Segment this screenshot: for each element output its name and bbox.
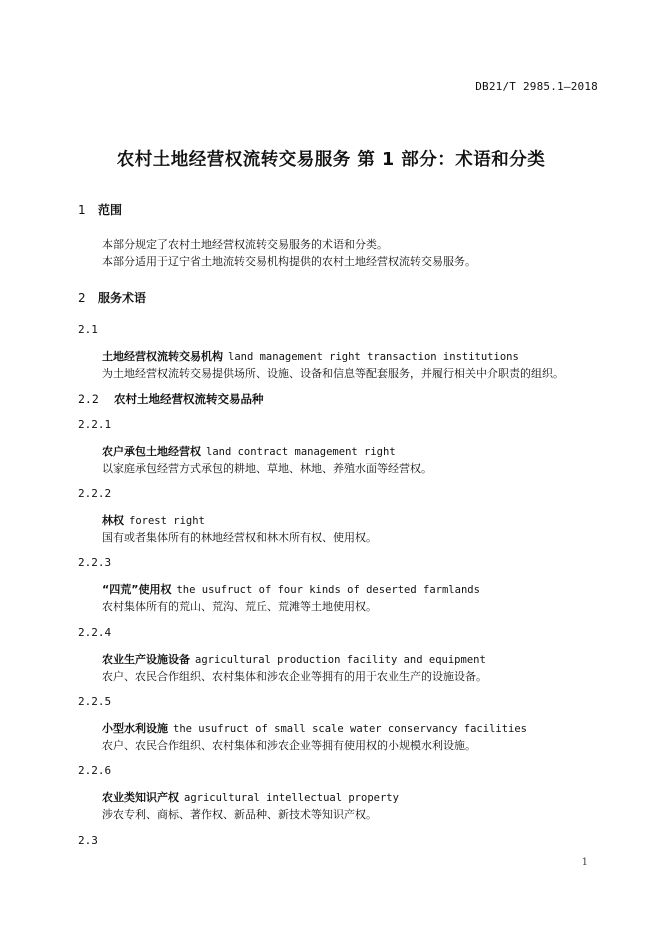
clause-number: 2.3: [78, 834, 98, 847]
term-chinese: 林权: [102, 514, 124, 527]
term-entry: [102, 581, 480, 597]
document-title: 农村土地经营权流转交易服务 第 1 部分：术语和分类: [116, 150, 546, 170]
term-definition: 农户、农民合作组织、农村集体和涉农企业等拥有使用权的小规模水利设施。: [102, 739, 476, 752]
term-chinese: “四荒”使用权: [102, 583, 172, 596]
term-chinese: 小型水利设施: [102, 722, 168, 735]
term-entry: [102, 348, 519, 364]
clause-number: 2.1: [78, 323, 98, 336]
clause-number: 2.2.3: [78, 556, 112, 569]
clause-number: 2.2.2: [78, 487, 112, 500]
term-chinese: 农业生产设施设备: [102, 653, 190, 666]
section-number: 1: [78, 203, 86, 217]
clause-number: 2.2.6: [78, 764, 112, 777]
term-english: land contract management right: [206, 446, 396, 458]
section-title: 范围: [98, 203, 123, 217]
term-entry: [102, 512, 205, 528]
term-english: land management right transaction institutions: [228, 351, 519, 363]
term-definition: 为土地经营权流转交易提供场所、设施、设备和信息等配套服务，并履行相关中介职责的组织。: [102, 367, 564, 380]
clause-number: 2.2.1: [78, 418, 112, 431]
term-definition: 农村集体所有的荒山、荒沟、荒丘、荒滩等土地使用权。: [102, 600, 377, 613]
term-english: agricultural production facility and equipment: [195, 654, 486, 666]
term-english: the usufruct of four kinds of deserted farmlands: [176, 584, 480, 596]
term-definition: 以家庭承包经营方式承包的耕地、草地、林地、养殖水面等经营权。: [102, 462, 432, 475]
scope-paragraph-2: 本部分适用于辽宁省土地流转交易机构提供的农村土地经营权流转交易服务。: [102, 255, 476, 268]
term-entry: [102, 789, 399, 805]
term-chinese: 土地经营权流转交易机构: [102, 350, 223, 363]
section-heading-terms: [78, 289, 146, 306]
clause-number: 2.2.4: [78, 626, 112, 639]
section-heading-scope: [78, 201, 122, 218]
term-english: forest right: [129, 515, 205, 527]
term-english: the usufruct of small scale water conservancy facilities: [173, 723, 528, 735]
term-entry: [102, 720, 527, 736]
subclause-title: 农村土地经营权流转交易品种: [114, 392, 264, 406]
term-english: agricultural intellectual property: [184, 792, 399, 804]
standard-number: DB21/T 2985.1—2018: [475, 80, 598, 93]
clause-number: 2.2.5: [78, 695, 112, 708]
term-chinese: 农户承包土地经营权: [102, 445, 201, 458]
clause-number: 2.2: [78, 392, 99, 406]
term-chinese: 农业类知识产权: [102, 791, 179, 804]
section-number: 2: [78, 291, 86, 305]
section-title: 服务术语: [98, 291, 147, 305]
page-number: 1: [581, 857, 588, 868]
term-entry: [102, 443, 396, 459]
term-definition: 涉农专利、商标、著作权、新品种、新技术等知识产权。: [102, 808, 377, 821]
term-definition: 国有或者集体所有的林地经营权和林木所有权、使用权。: [102, 531, 377, 544]
term-definition: 农户、农民合作组织、农村集体和涉农企业等拥有的用于农业生产的设施设备。: [102, 670, 487, 683]
subclause-heading: [78, 391, 264, 407]
term-entry: [102, 651, 486, 667]
scope-paragraph-1: 本部分规定了农村土地经营权流转交易服务的术语和分类。: [102, 238, 388, 251]
